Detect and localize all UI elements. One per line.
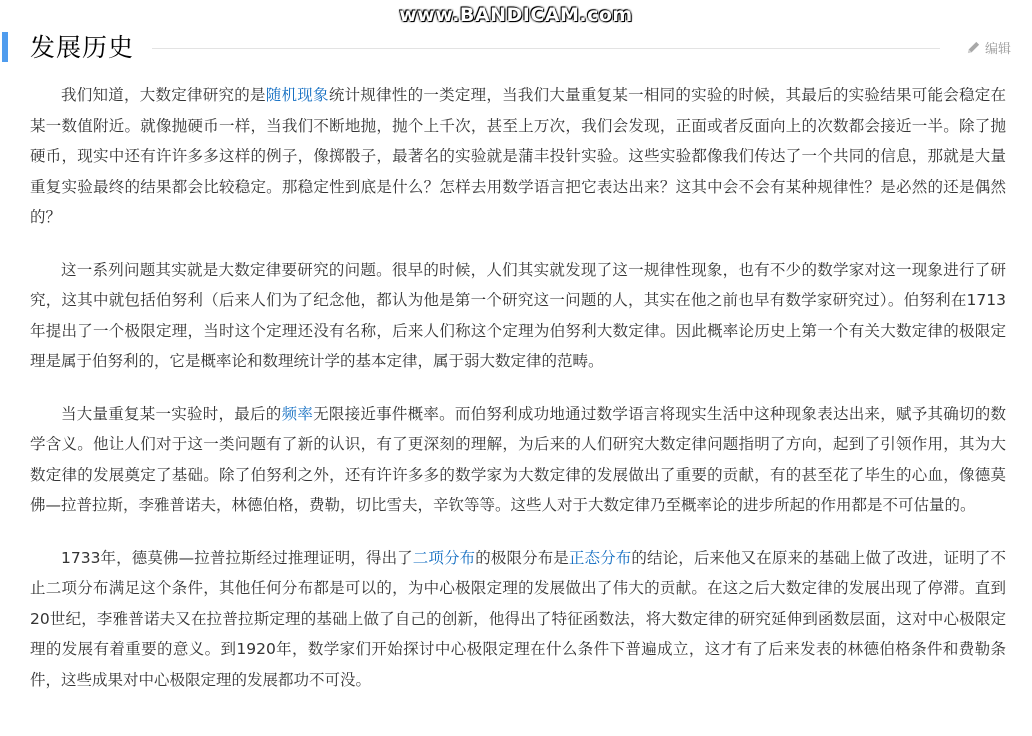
link-normal-distribution[interactable]: 正态分布	[568, 548, 632, 567]
link-binomial-distribution[interactable]: 二项分布	[412, 548, 476, 567]
section-title: 发展历史	[30, 33, 135, 62]
paragraph-text: 这一系列问题其实就是大数定律要研究的问题。很早的时候，人们其实就发现了这一规律性现象，也有不少的数学家对这一现象进行了研究，这其中就包括伯努利（后来人们为了纪念他，都认为他是第一个研究这一问题的人，其实在他之前也早有数学家研究过）。伯努利在1713年提出了一个极限定理，当时这个定理还没有名称，后来人们称这个定理为伯努利大数定律。因此概率论历史上第一个有关大数定律的极限定理是属于伯努利的，它是概率论和数理统计学的基本定律，属于弱大数定律的范畴。	[30, 260, 1006, 370]
article-body	[30, 80, 1006, 717]
paragraph-2	[30, 255, 1006, 377]
pencil-icon	[966, 40, 981, 55]
edit-label: 编辑	[985, 41, 1012, 57]
edit-button[interactable]	[966, 36, 1011, 58]
header-divider	[152, 48, 940, 49]
paragraph-text: 的极限分布是	[475, 548, 569, 567]
link-random-phenomenon[interactable]: 随机现象	[265, 86, 329, 104]
paragraph-text: 统计规律性的一类定理，当我们大量重复某一相同的实验的时候，其最后的实验结果可能会稳定在某一数值附近。就像抛硬币一样，当我们不断地抛，抛个上千次，甚至上万次，我们会发现，正面或者反面向上的次数都会接近一半。除了抛硬币，现实中还有许许多多这样的例子，像掷骰子，最著名的实验就是蒲丰投针实验。这些实验都像我们传达了一个共同的信息，那就是大量重复实验最终的结果都会比较稳定。那稳定性到底是什么？怎样去用数学语言把它表达出来？这其中会不会有某种规律性？是必然的还是偶然的？	[30, 86, 1006, 226]
paragraph-text: 的结论，后来他又在原来的基础上做了改进，证明了不止二项分布满足这个条件，其他任何分布都是可以的，为中心极限定理的发展做出了伟大的贡献。在这之后大数定律的发展出现了停滞。直到20世纪，李雅普诺夫又在拉普拉斯定理的基础上做了自己的创新，他得出了特征函数法，将大数定律的研究延伸到函数层面，这对中心极限定理的发展有着重要的意义。到1920年，数学家们开始探讨中心极限定理在什么条件下普遍成立，这才有了后来发表的林德伯格条件和费勒条件，这些成果对中心极限定理的发展都功不可没。	[30, 548, 1006, 689]
paragraph-text: 无限接近事件概率。而伯努利成功地通过数学语言将现实生活中这种现象表达出来，赋予其确切的数学含义。他让人们对于这一类问题有了新的认识，有了更深刻的理解，为后来的人们研究大数定律问题指明了方向，起到了引领作用，其为大数定律的发展奠定了基础。除了伯努利之外，还有许许多多的数学家为大数定律的发展做出了重要的贡献，有的甚至花了毕生的心血，像德莫佛—拉普拉斯，李雅普诺夫，林德伯格，费勒，切比雪夫，辛钦等等。这些人对于大数定律乃至概率论的进步所起的作用都是不可估量的。	[30, 404, 1006, 514]
section-header	[0, 30, 1032, 68]
paragraph-3	[30, 399, 1006, 521]
bandicam-watermark: www.BANDICAM.com	[399, 4, 633, 26]
paragraph-1	[30, 80, 1006, 233]
link-frequency[interactable]: 频率	[281, 404, 314, 423]
paragraph-text: 1733年，德莫佛—拉普拉斯经过推理证明，得出了	[61, 548, 413, 567]
paragraph-4	[30, 543, 1006, 696]
title-accent-bar	[2, 32, 8, 62]
paragraph-text: 当大量重复某一实验时，最后的	[61, 404, 282, 423]
paragraph-text: 我们知道，大数定律研究的是	[61, 86, 266, 104]
